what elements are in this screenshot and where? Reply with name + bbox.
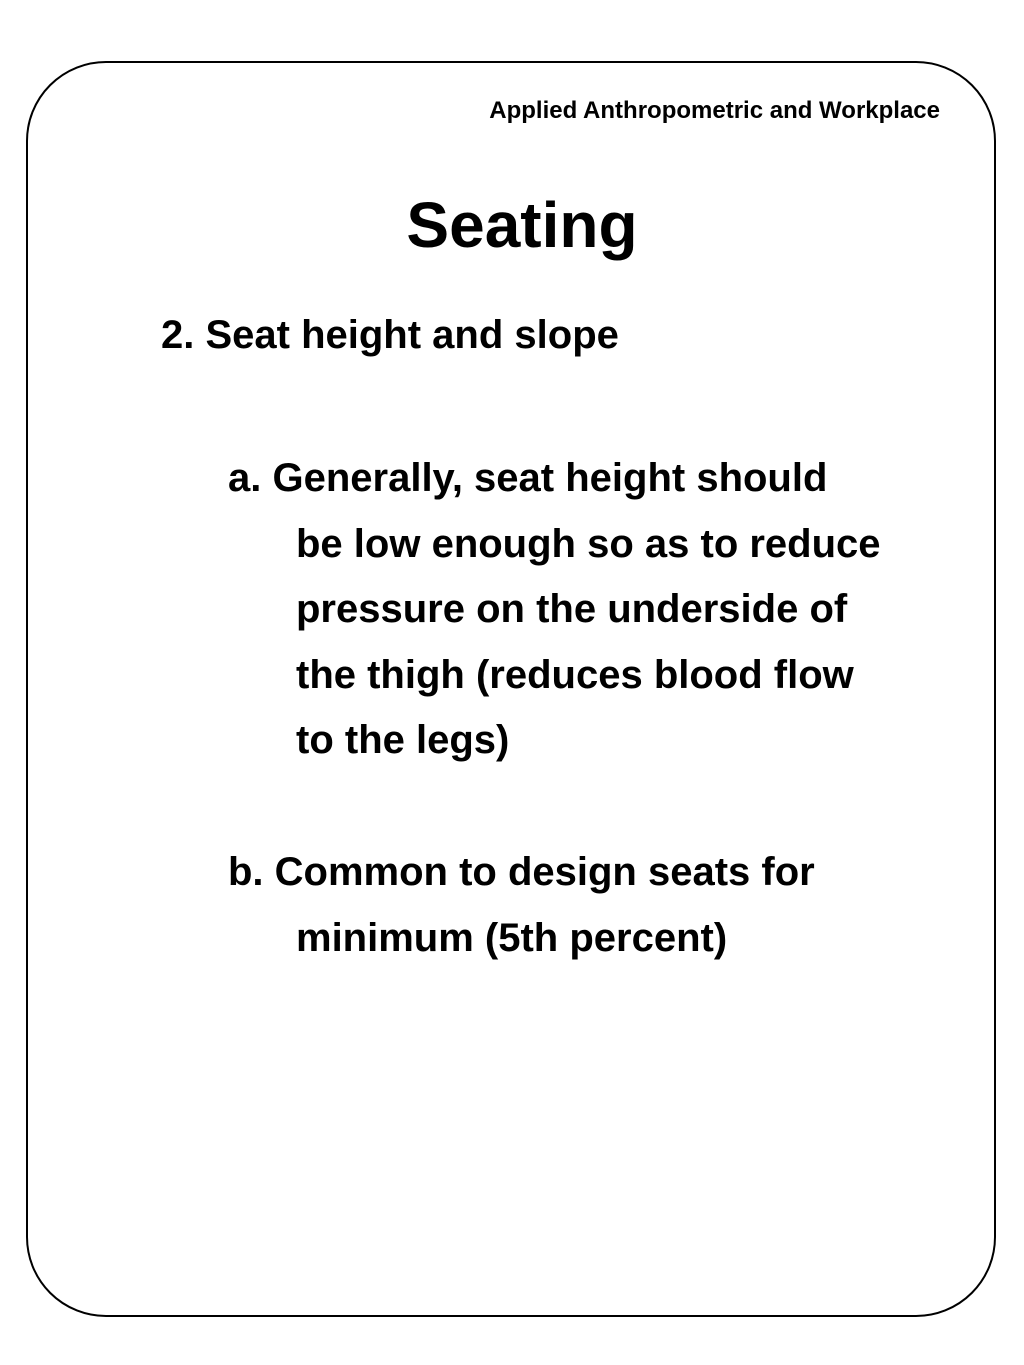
bullet-line: pressure on the underside of — [296, 587, 848, 631]
bullet-line: b. Common to design seats for — [228, 850, 815, 894]
bullet-line: minimum (5th percent) — [296, 915, 728, 960]
bullet-line: be low enough so as to reduce — [296, 521, 881, 566]
bullet-point-a — [228, 446, 988, 774]
bullet-line: the thigh (reduces blood flow — [296, 652, 854, 697]
section-heading: 2. Seat height and slope — [161, 313, 619, 357]
bullet-line: a. Generally, seat height should — [228, 456, 828, 500]
bullet-point-b — [228, 840, 988, 971]
slide-title: Seating — [406, 189, 638, 261]
bullet-line: to the legs) — [296, 718, 510, 762]
course-title: Applied Anthropometric and Workplace — [489, 97, 940, 124]
